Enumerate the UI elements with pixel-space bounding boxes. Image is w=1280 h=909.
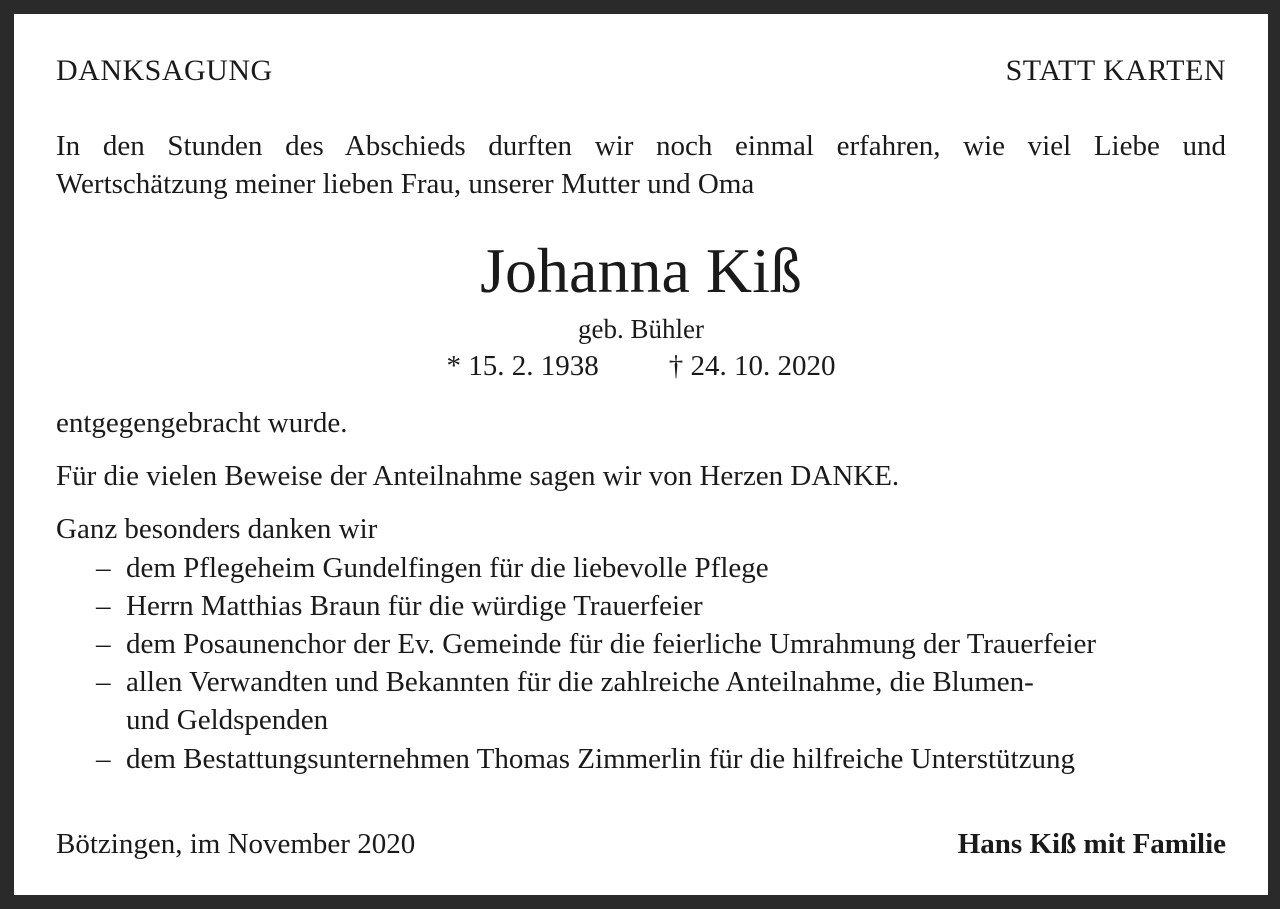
heading-statt-karten: STATT KARTEN	[1005, 54, 1226, 87]
list-item-text: und Geldspenden	[126, 704, 329, 736]
list-item-text: dem Posaunenchor der Ev. Gemeinde für die feierliche Umrahmung der Trauerfeier	[126, 628, 1097, 660]
heading-danksagung: DANKSAGUNG	[56, 54, 273, 87]
intro-line-2: Wertschätzung meiner lieben Frau, unserer Mutter und Oma	[56, 168, 755, 200]
body-after: entgegengebracht wurde.	[56, 407, 348, 439]
list-item-text: dem Pflegeheim Gundelfingen für die liebevolle Pflege	[126, 552, 769, 584]
body-thanks: Für die vielen Beweise der Anteilnahme sagen wir von Herzen DANKE.	[56, 460, 900, 492]
birth-date: * 15. 2. 1938	[446, 350, 599, 382]
list-item-text: dem Bestattungsunternehmen Thomas Zimmerlin für die hilfreiche Unterstützung	[126, 743, 1075, 775]
body-special: Ganz besonders danken wir	[56, 513, 378, 545]
list-dash: –	[96, 552, 111, 584]
place-date: Bötzingen, im November 2020	[56, 828, 416, 860]
obituary-notice	[14, 14, 1268, 895]
life-dates	[14, 347, 1268, 385]
death-date: † 24. 10. 2020	[668, 350, 836, 382]
deceased-name: Johanna Kiß	[480, 235, 802, 306]
list-dash: –	[96, 628, 111, 660]
list-dash: –	[96, 743, 111, 775]
maiden-name: geb. Bühler	[578, 314, 704, 344]
list-dash: –	[96, 590, 111, 622]
list-item-text: Herrn Matthias Braun für die würdige Trauerfeier	[126, 590, 703, 622]
list-item-text: allen Verwandten und Bekannten für die zahlreiche Anteilnahme, die Blumen-	[126, 666, 1034, 698]
intro-line-1: In den Stunden des Abschieds durften wir noch einmal erfahren, wie viel Liebe und	[56, 130, 1226, 162]
list-dash: –	[96, 666, 111, 698]
signature: Hans Kiß mit Familie	[957, 828, 1226, 860]
